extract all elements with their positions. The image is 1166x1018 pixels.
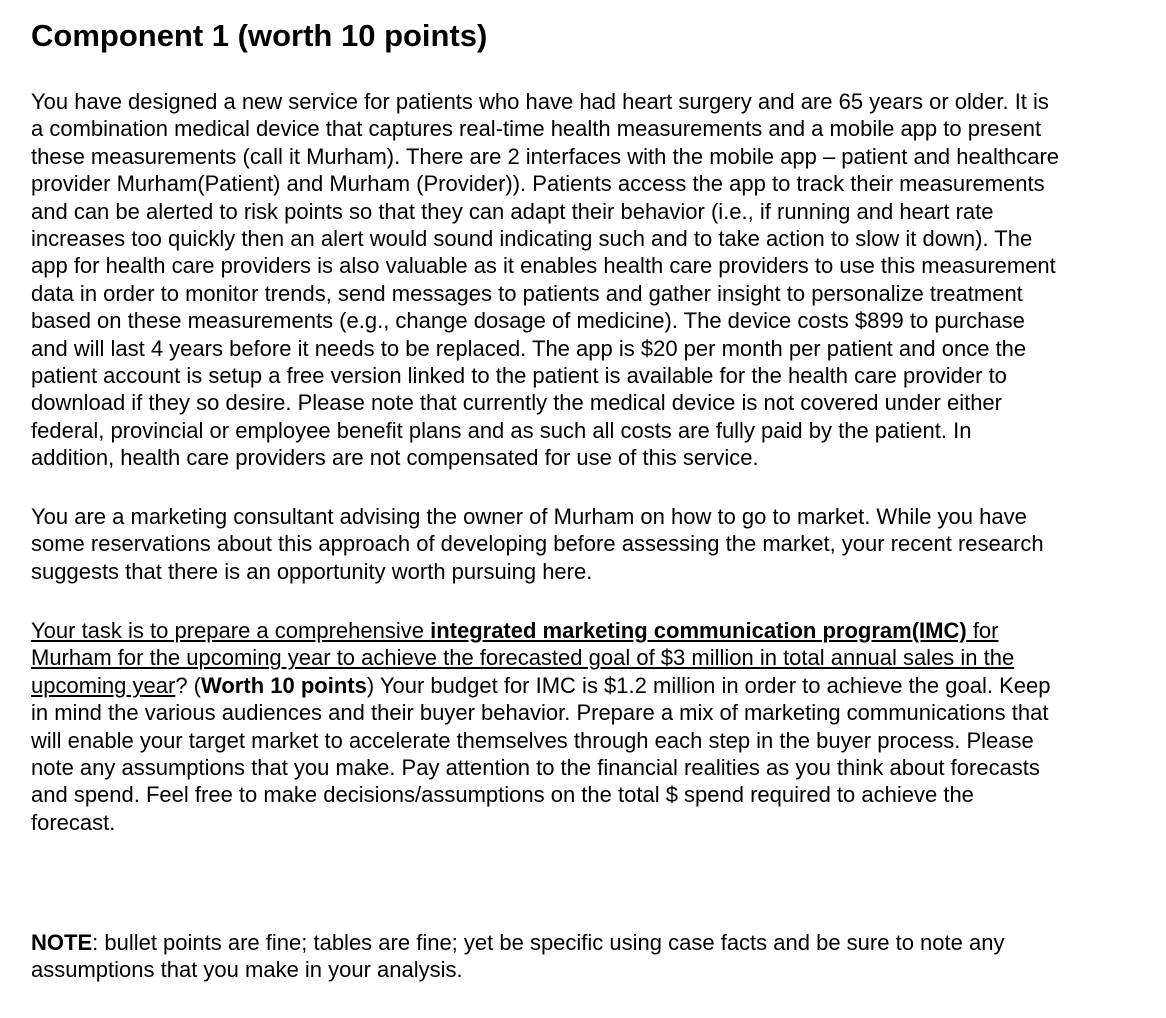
task-text: ) Your budget for IMC is $1.2 million in order to achieve the goal. Keep bbox=[366, 672, 1051, 698]
text-line: provider Murham(Patient) and Murham (Provider)). Patients access the app to track their measurements bbox=[31, 171, 1045, 197]
task-line-underlined: Murham for the upcoming year to achieve the forecasted goal of $3 million in total annual sales in the bbox=[31, 645, 1015, 671]
text-line: assumptions that you make in your analysis. bbox=[31, 957, 463, 983]
text-line: some reservations about this approach of developing before assessing the market, your recent research bbox=[31, 531, 1044, 557]
text-line: You have designed a new service for patients who have had heart surgery and are 65 years or older. It is bbox=[31, 89, 1049, 114]
note-text: : bullet points are fine; tables are fine; yet be specific using case facts and be sure to note any bbox=[92, 930, 1005, 955]
task-line-underlined bbox=[31, 617, 1151, 644]
text-line: will enable your target market to accelerate themselves through each step in the buyer process. Please bbox=[31, 727, 1034, 753]
text-line: in mind the various audiences and their buyer behavior. Prepare a mix of marketing communications that bbox=[31, 700, 1049, 726]
service-description-paragraph bbox=[31, 88, 1151, 472]
text-line: note any assumptions that you make. Pay attention to the financial realities as you think about forecasts bbox=[31, 755, 1040, 781]
text-line: download if they so desire. Please note that currently the medical device is not covered under either bbox=[31, 390, 1002, 416]
text-line: patient account is setup a free version linked to the patient is available for the health care provider to bbox=[31, 363, 1007, 389]
text-line: addition, health care providers are not compensated for use of this service. bbox=[31, 445, 759, 471]
consultant-context-paragraph bbox=[31, 503, 1151, 585]
text-line: these measurements (call it Murham). There are 2 interfaces with the mobile app – patient and healthcare bbox=[31, 143, 1060, 169]
text-line: federal, provincial or employee benefit plans and as such all costs are fully paid by the patient. In bbox=[31, 417, 972, 443]
text-line: suggests that there is an opportunity worth pursuing here. bbox=[31, 558, 593, 584]
text-line: a combination medical device that captures real-time health measurements and a mobile app to present bbox=[31, 116, 1042, 142]
task-text: Your task is to prepare a comprehensive bbox=[31, 618, 431, 643]
text-line: forecast. bbox=[31, 809, 116, 835]
text-line: based on these measurements (e.g., change dosage of medicine). The device costs $899 to purchase bbox=[31, 308, 1025, 334]
text-line: and can be alerted to risk points so that they can adapt their behavior (i.e., if running and heart rate bbox=[31, 198, 994, 224]
imc-program-term: integrated marketing communication program(IMC) bbox=[430, 618, 967, 643]
task-text-underlined: upcoming year bbox=[31, 672, 176, 698]
text-line: increases too quickly then an alert would sound indicating such and to take action to slow it down). The bbox=[31, 226, 1033, 252]
task-text: ? ( bbox=[175, 672, 201, 698]
text-line bbox=[31, 672, 1151, 699]
task-paragraph bbox=[31, 617, 1151, 836]
task-text: for bbox=[966, 618, 999, 643]
text-line: You are a marketing consultant advising the owner of Murham on how to go to market. While you have bbox=[31, 504, 1027, 529]
text-line: data in order to monitor trends, send messages to patients and gather insight to personalize treatment bbox=[31, 280, 1023, 306]
text-line: and will last 4 years before it needs to be replaced. The app is $20 per month per patient and once the bbox=[31, 335, 1027, 361]
text-line: app for health care providers is also valuable as it enables health care providers to use this measurement bbox=[31, 253, 1056, 279]
note-label: NOTE bbox=[31, 930, 93, 955]
text-line: and spend. Feel free to make decisions/assumptions on the total $ spend required to achieve the bbox=[31, 782, 974, 808]
worth-points-label: Worth 10 points bbox=[201, 672, 367, 698]
text-line bbox=[31, 929, 1151, 956]
component-heading: Component 1 (worth 10 points) bbox=[31, 18, 488, 53]
note-paragraph bbox=[31, 929, 1151, 984]
